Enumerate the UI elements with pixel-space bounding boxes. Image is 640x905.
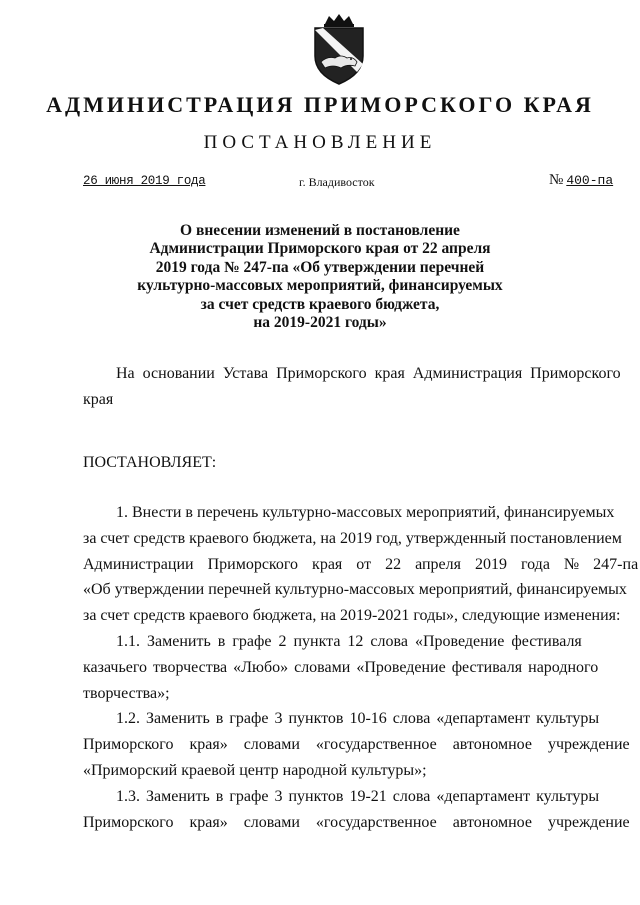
resolves-heading xyxy=(83,450,613,476)
subject-line: Администрации Приморского края от 22 апреля xyxy=(149,240,491,258)
paragraph-line: за счет средств краевого бюджета, на 2019-2021 годы», следующие изменения: xyxy=(83,607,621,625)
sub-item-1-2-line: Приморского края» словами «государственное автономное учреждение xyxy=(83,736,630,754)
organization-title: АДМИНИСТРАЦИЯ ПРИМОРСКОГО КРАЯ xyxy=(46,92,594,117)
document-subject xyxy=(100,222,540,332)
coat-of-arms-icon xyxy=(307,12,371,86)
subject-line: на 2019-2021 годы» xyxy=(253,314,387,332)
document-type: ПОСТАНОВЛЕНИЕ xyxy=(203,132,437,153)
item-1 xyxy=(83,500,639,835)
paragraph-line: На основании Устава Приморского края Администрация Приморского xyxy=(116,365,621,382)
number-sign: № xyxy=(549,172,564,188)
sub-item-1-1-line: 1.1. Заменить в графе 2 пункта 12 слова «Проведение фестиваля xyxy=(116,632,582,650)
basis-paragraph xyxy=(83,361,621,413)
subject-line: культурно-массовых мероприятий, финансируемых xyxy=(137,277,503,295)
subject-line: за счет средств краевого бюджета, xyxy=(200,295,440,313)
document-number xyxy=(549,172,613,189)
sub-item-1-2-line: 1.2. Заменить в графе 3 пунктов 10-16 слова «департамент культуры xyxy=(116,710,600,728)
document-date: 26 июня 2019 года xyxy=(83,174,206,188)
subject-line: О внесении изменений в постановление xyxy=(180,222,460,239)
paragraph-line: «Об утверждении перечней культурно-массовых мероприятий, финансируемых xyxy=(83,581,627,599)
document-city: г. Владивосток xyxy=(299,175,375,189)
paragraph-line: за счет средств краевого бюджета, на 2019 год, утвержденный постановлением xyxy=(83,529,622,547)
sub-item-1-1-line: творчества»; xyxy=(83,684,170,702)
sub-item-1-3-line: 1.3. Заменить в графе 3 пунктов 19-21 слова «департамент культуры xyxy=(116,787,600,805)
document-meta xyxy=(0,172,640,194)
paragraph-line: края xyxy=(83,390,114,408)
subject-line: 2019 года № 247-па «Об утверждении перечней xyxy=(155,258,485,276)
paragraph-line: 1. Внести в перечень культурно-массовых мероприятий, финансируемых xyxy=(116,504,615,521)
sub-item-1-2-line: «Приморский краевой центр народной культуры»; xyxy=(83,761,427,779)
sub-item-1-1-line: казачьего творчества «Любо» словами «Проведение фестиваля народного xyxy=(83,658,599,676)
resolves-text: ПОСТАНОВЛЯЕТ: xyxy=(83,454,217,471)
paragraph-line: Администрации Приморского края от 22 апреля 2019 года № 247-па xyxy=(83,555,639,573)
number-value: 400-па xyxy=(566,173,614,188)
sub-item-1-3-line: Приморского края» словами «государственное автономное учреждение xyxy=(83,813,630,831)
